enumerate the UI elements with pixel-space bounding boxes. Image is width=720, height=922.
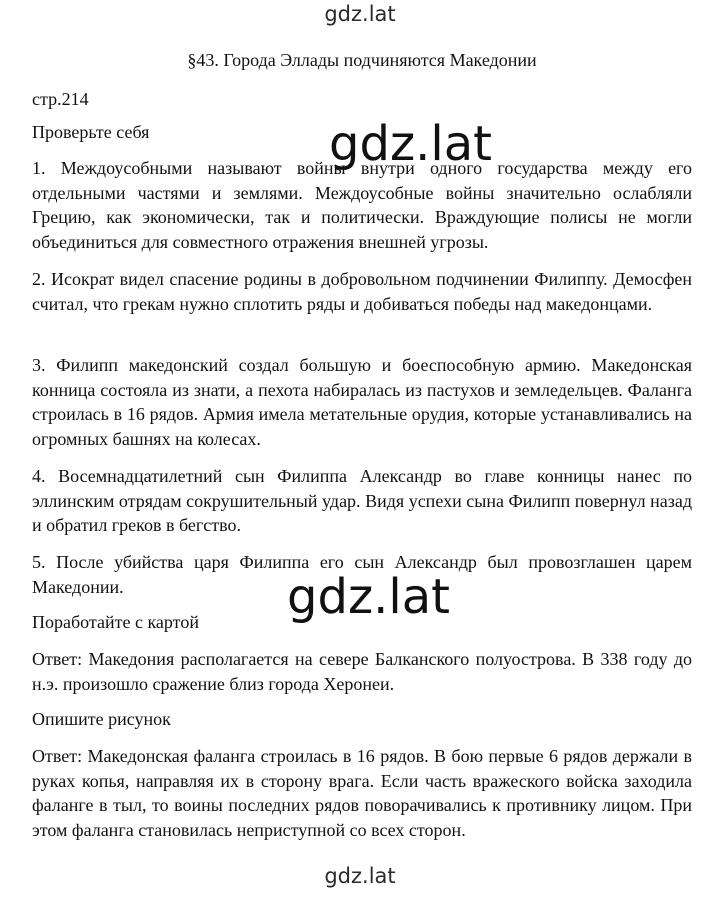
section-heading-picture: Опишите рисунок	[32, 709, 171, 729]
watermark-top: gdz.lat	[324, 2, 396, 26]
answer-paragraph-3: 3. Филипп македонский создал большую и боеспособную армию. Македонская конница состояла из знати, а пехота набиралась из пастухов и земледельцев. Фаланга строилась в 16 рядов. Армия имела метательные орудия, которые устанавливались на огромных башнях на колесах.	[32, 355, 692, 449]
watermark-center-upper: gdz.lat	[329, 116, 492, 172]
watermark-bottom: gdz.lat	[324, 864, 396, 888]
section-heading-check: Проверьте себя	[32, 122, 150, 142]
watermark-center-lower: gdz.lat	[287, 569, 450, 625]
page-title: §43. Города Эллады подчиняются Македонии	[187, 50, 537, 70]
answer-paragraph-5: 5. После убийства царя Филиппа его сын Александр был провозглашен царем Македонии.	[32, 552, 692, 597]
answer-paragraph-4: 4. Восемнадцатилетний сын Филиппа Александр во главе конницы нанес по эллинским отрядам сокрушительный удар. Видя успехи сына Филипп повернул назад и обратил греков в бегство.	[32, 466, 692, 535]
map-answer: Ответ: Македония располагается на севере Балканского полуострова. В 338 году до н.э. произошло сражение близ города Херонеи.	[32, 649, 692, 694]
answer-paragraph-2: 2. Исократ видел спасение родины в добровольном подчинении Филиппу. Демосфен считал, что грекам нужно сплотить ряды и добиваться победы над македонцами.	[32, 269, 692, 314]
answer-paragraph-1: 1. Междоусобными называют войны внутри одного государства между его отдельными частями и землями. Междоусобные войны значительно ослабляли Грецию, как экономически, так и политически. Враждующие полисы не могли объединиться для совместного отражения внешней угрозы.	[32, 158, 692, 252]
picture-answer: Ответ: Македонская фаланга строилась в 16 рядов. В бою первые 6 рядов держали в руках копья, направляя их в сторону врага. Если часть вражеского войска заходила фаланге в тыл, то воины последних рядов поворачивались к противнику лицом. При этом фаланга становилась неприступной со всех сторон.	[32, 746, 692, 840]
section-heading-map: Поработайте с картой	[32, 612, 199, 632]
page-reference: стр.214	[32, 89, 89, 109]
